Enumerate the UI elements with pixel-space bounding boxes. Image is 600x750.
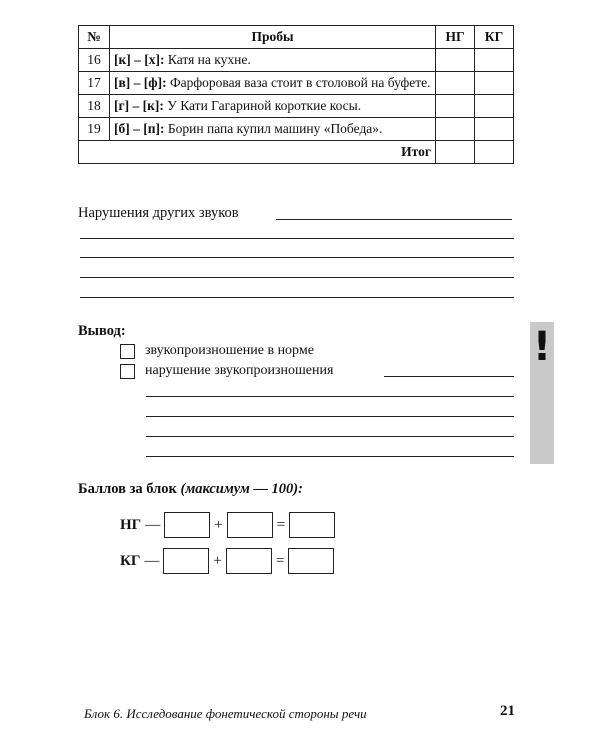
score-row-ng: [120, 512, 335, 538]
answer-line[interactable]: [384, 376, 514, 377]
probe-sounds: [к] – [х]:: [114, 52, 165, 67]
plus-sign: +: [213, 552, 222, 569]
option-normal[interactable]: [120, 343, 314, 359]
kg-cell[interactable]: [475, 72, 514, 95]
ng-cell[interactable]: [436, 49, 475, 72]
option-disorder[interactable]: [120, 363, 333, 379]
table-row: [79, 49, 514, 72]
probe-sounds: [в] – [ф]:: [114, 75, 167, 90]
total-label: Итог: [79, 141, 436, 164]
table-row: [79, 72, 514, 95]
score-box-1[interactable]: [163, 548, 209, 574]
answer-line[interactable]: [80, 238, 514, 239]
table-total-row: [79, 141, 514, 164]
table-row: [79, 95, 514, 118]
row-probe: [110, 49, 436, 72]
answer-line[interactable]: [80, 297, 514, 298]
row-num: 16: [79, 49, 110, 72]
header-num: №: [79, 26, 110, 49]
scores-title-italic: (максимум — 100):: [180, 481, 303, 497]
probe-text: Борин папа купил машину «Победа».: [164, 121, 383, 136]
score-box-1[interactable]: [164, 512, 210, 538]
ng-total-cell[interactable]: [436, 141, 475, 164]
footer-text: Блок 6. Исследование фонетической стороны речи: [84, 706, 367, 721]
table-header-row: [79, 26, 514, 49]
probes-table: [78, 25, 514, 164]
probe-text: Фарфоровая ваза стоит в столовой на буфете.: [166, 75, 431, 90]
equals-sign: =: [276, 516, 286, 533]
score-label: НГ: [120, 516, 142, 533]
ng-cell[interactable]: [436, 118, 475, 141]
checkbox-normal[interactable]: [120, 344, 135, 359]
option-disorder-label: нарушение звукопроизношения: [145, 363, 334, 378]
score-label: КГ: [120, 552, 141, 569]
header-kg: КГ: [475, 26, 514, 49]
kg-cell[interactable]: [475, 95, 514, 118]
row-num: 19: [79, 118, 110, 141]
ng-cell[interactable]: [436, 72, 475, 95]
score-box-total[interactable]: [288, 548, 334, 574]
row-num: 18: [79, 95, 110, 118]
header-probes: Пробы: [110, 26, 436, 49]
probe-sounds: [г] – [к]:: [114, 98, 164, 113]
answer-line[interactable]: [146, 396, 514, 397]
row-num: 17: [79, 72, 110, 95]
option-normal-label: звукопроизношение в норме: [145, 343, 314, 358]
other-sounds-label: Нарушения других звуков: [78, 205, 239, 221]
kg-cell[interactable]: [475, 49, 514, 72]
row-probe: [110, 118, 436, 141]
answer-line[interactable]: [80, 277, 514, 278]
checkbox-disorder[interactable]: [120, 364, 135, 379]
attention-marker: [530, 322, 554, 464]
ng-cell[interactable]: [436, 95, 475, 118]
score-box-total[interactable]: [289, 512, 335, 538]
answer-line[interactable]: [146, 416, 514, 417]
exclamation-icon: !: [532, 324, 552, 370]
scores-title: [78, 481, 303, 498]
answer-line[interactable]: [146, 456, 514, 457]
row-probe: [110, 72, 436, 95]
score-row-kg: [120, 548, 334, 574]
kg-cell[interactable]: [475, 118, 514, 141]
probe-sounds: [б] – [п]:: [114, 121, 165, 136]
row-probe: [110, 95, 436, 118]
header-ng: НГ: [436, 26, 475, 49]
score-box-2[interactable]: [226, 548, 272, 574]
scores-title-bold: Баллов за блок: [78, 481, 177, 497]
conclusion-title: Вывод:: [78, 323, 126, 339]
plus-sign: +: [214, 516, 223, 533]
answer-line[interactable]: [146, 436, 514, 437]
equals-sign: =: [275, 552, 285, 569]
probe-text: У Кати Гагариной короткие косы.: [163, 98, 362, 113]
table-row: [79, 118, 514, 141]
score-dash: —: [145, 516, 161, 533]
page-number: 21: [500, 703, 515, 719]
probe-text: Катя на кухне.: [164, 52, 251, 67]
answer-line[interactable]: [276, 219, 512, 220]
kg-total-cell[interactable]: [475, 141, 514, 164]
answer-line[interactable]: [80, 257, 514, 258]
score-box-2[interactable]: [227, 512, 273, 538]
score-dash: —: [144, 552, 160, 569]
